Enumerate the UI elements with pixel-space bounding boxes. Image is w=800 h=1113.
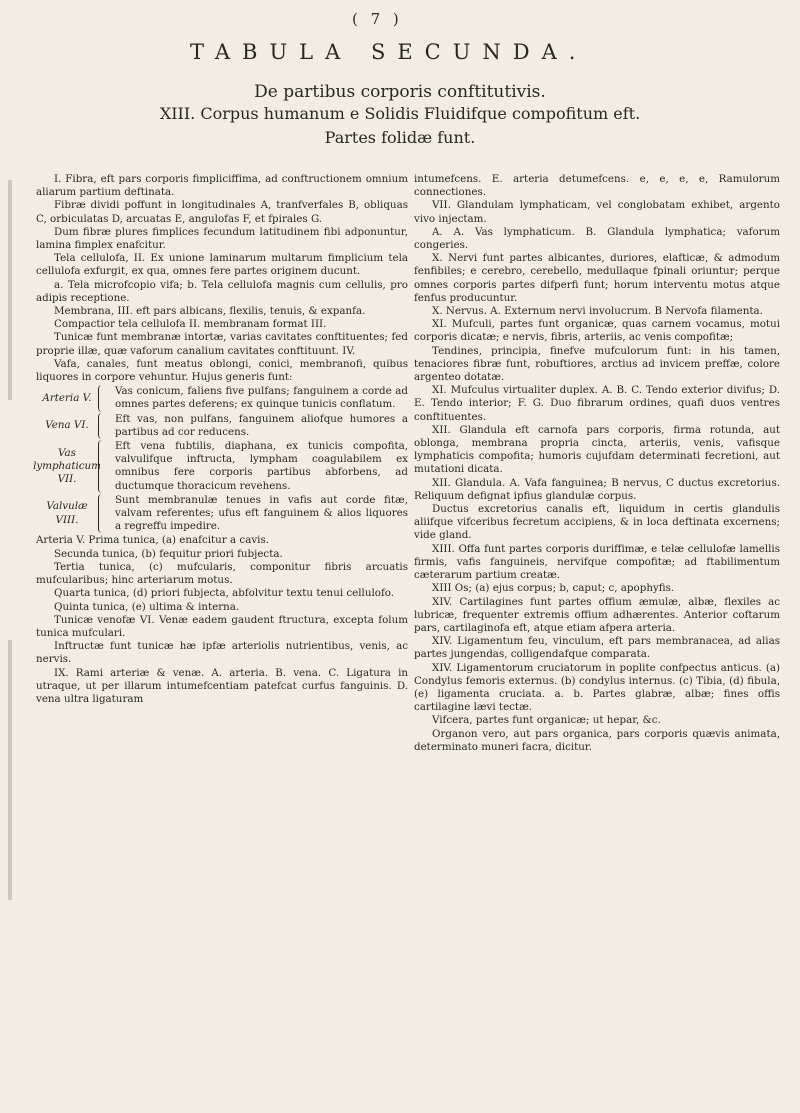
- paragraph: Tunicæ venofæ VI. Venæ eadem gaudent ftructura, excepta folum tunica mufculari.: [36, 613, 408, 639]
- entry-label: Arteria V.: [42, 391, 92, 404]
- paragraph: XIII. Offa funt partes corporis duriffimæ, e telæ cellulofæ lamellis firmis, vafis fanguineis, nervifque compofitæ; ad ftabilimentum cæterarum partium creatæ.: [414, 542, 780, 582]
- paragraph: XI. Mufculi, partes funt organicæ, quas carnem vocamus, motui corporis dicatæ; e nervis, fibris, arteriis, ac venis compofitæ;: [414, 318, 780, 344]
- paragraph: Tendines, principia, finefve mufculorum funt: in his tamen, tenaciores fibræ funt, robuftiores, arctius ad invicem preffæ, colore argenteo dotatæ.: [414, 344, 780, 384]
- entry-label: Vas lymphaticum VII.: [33, 446, 101, 486]
- entry-text: Vas conicum, faliens five pulfans; fanguinem a corde ad omnes partes deferens; ex quinque tunicis conflatum.: [115, 385, 408, 411]
- paragraph: Tela cellulofa, II. Ex unione laminarum multarum fimplicium tela cellulofa exfurgit, ex qua, omnes fere partes originem ducunt.: [36, 252, 408, 278]
- paragraph: VII. Glandulam lymphaticam, vel conglobatam exhibet, argento vivo injectam.: [414, 199, 780, 225]
- paragraph: Membrana, III. eft pars albicans, flexilis, tenuis, & expanfa.: [54, 305, 366, 318]
- paragraph: Dum fibræ plures fimplices fecundum latitudinem fibi adponuntur, lamina fimplex enafcitur.: [36, 225, 408, 252]
- brace: [98, 494, 109, 534]
- paragraph: XII. Glandula. A. Vafa fanguinea; B nervus, C ductus excretorius. Reliquum defignat ipfius glandulæ corpus.: [414, 476, 780, 502]
- page-number: ( 7 ): [352, 10, 403, 28]
- paragraph: XIV. Cartilagines funt partes offium æmulæ, albæ, flexiles ac lubricæ, frequenter extremis offium adhærentes. Anterior coftarum pars, cartilaginofa eft, atque etiam afpera arteria.: [414, 595, 780, 634]
- paragraph: XI. Mufculus virtualiter duplex. A. B. C. Tendo exterior divifus; D. E. Tendo interior; F. G. Duo fibrarum ordines, quafi duos ventres conftituentes.: [414, 384, 780, 423]
- paragraph: Arteria V. Prima tunica, (a) enafcitur a cavis.: [36, 534, 269, 547]
- section-subheading-2: Partes folidæ funt.: [324, 128, 476, 147]
- braced-entry-arteria: [36, 385, 408, 411]
- paragraph: Vafa, canales, funt meatus oblongi, conici, membranofi, quibus liquores in corpore vehuntur. Hujus generis funt:: [36, 357, 408, 384]
- paragraph: intumefcens. E. arteria detumefcens. e, e, e, e, Ramulorum connectiones.: [414, 173, 780, 199]
- paragraph: A. A. Vas lymphaticum. B. Glandula lymphatica; vaforum congeries.: [414, 225, 780, 252]
- page-title: TABULA SECUNDA.: [190, 40, 588, 64]
- paragraph: XIV. Ligamentum feu, vinculum, eft pars membranacea, ad alias partes jungendas, colligendafque comparata.: [414, 635, 780, 661]
- paragraph: Compactior tela cellulofa II. membranam format III.: [54, 318, 327, 331]
- paragraph: Organon vero, aut pars organica, pars corporis quævis animata, determinato muneri facra, dicitur.: [414, 727, 780, 753]
- paragraph: Vifcera, partes funt organicæ; ut hepar, &c.: [432, 714, 661, 727]
- paragraph: a. Tela microfcopio vifa; b. Tela cellulofa magnis cum cellulis, pro adipis receptione.: [36, 278, 408, 304]
- paragraph: IX. Rami arteriæ & venæ. A. arteria. B. vena. C. Ligatura in utraque, ut per illarum intumefcentiam patefcat curfus fanguinis. D. vena ultra ligaturam: [36, 666, 408, 705]
- paragraph: Quarta tunica, (d) priori fubjecta, abfolvitur textu tenui cellulofo.: [54, 587, 395, 600]
- section-heading: De partibus corporis conftitutivis.: [254, 82, 546, 102]
- paragraph: XIV. Ligamentorum cruciatorum in poplite confpectus anticus. (a) Condylus femoris externus. (b) condylus internus. (c) Tibia, (d) fibula, (e) ligamenta cruciata. a. b. Partes glabræ, albæ; fines offis cartilagine lævi tectæ.: [414, 661, 780, 714]
- entry-text: Sunt membranulæ tenues in vafis aut corde fitæ, valvam referentes; ufus eft fanguinem & alios liquores a regreffu impedire.: [115, 493, 408, 533]
- section-subheading: XIII. Corpus humanum e Solidis Fluidifque compofitum eft.: [159, 104, 641, 123]
- brace: [98, 440, 109, 493]
- paragraph: Tunicæ funt membranæ intortæ, varias cavitates conftituentes; fed proprie illæ, quæ vaforum canalium cavitates conftituunt. IV.: [36, 331, 408, 357]
- entry-label: Valvulæ VIII.: [46, 500, 88, 526]
- braced-entry-vena: [36, 413, 408, 439]
- paragraph: Fibræ dividi poffunt in longitudinales A, tranfverfales B, obliquas C, orbiculatas D, arcuatas E, angulofas F, et fpirales G.: [36, 199, 408, 225]
- paragraph: X. Nervi funt partes albicantes, duriores, elafticæ, & admodum fenfibiles; e cerebro, cerebello, medullaque fpinali oriuntur; perque omnes corporis partes difperfi funt; horum interventu motus atque fenfus producuntur.: [414, 252, 780, 304]
- paragraph: X. Nervus. A. Externum nervi involucrum. B Nervofa filamenta.: [432, 305, 763, 318]
- paragraph: Ductus excretorius canalis eft, liquidum in certis glandulis aliifque vifceribus fecretum accipiens, & in loca deftinata excernens; vide gland.: [414, 503, 780, 542]
- paragraph: Quinta tunica, (e) ultima & interna.: [54, 600, 240, 613]
- entry-text: Eft vas, non pulfans, fanguinem aliofque humores a partibus ad cor reducens.: [115, 412, 408, 438]
- paragraph: XIII Os; (a) ejus corpus; b, caput; c, apophyfis.: [432, 582, 675, 595]
- braced-entry-vas-lymphaticum: [33, 440, 408, 493]
- paragraph: I. Fibra, eft pars corporis fimpliciffima, ad conftructionem omnium aliarum partium deftinata.: [36, 173, 408, 199]
- page-stain: [8, 180, 12, 400]
- entry-label: Vena VI.: [45, 419, 89, 432]
- right-column: [414, 173, 780, 754]
- braced-entry-valvulae: [36, 494, 408, 534]
- brace: [98, 413, 109, 439]
- left-column: [33, 173, 408, 706]
- paragraph: XII. Glandula eft carnofa pars corporis, firma rotunda, aut oblonga, membrana propria cincta, arteriis, venis, vafisque lymphaticis compofita; humoris cujufdam determinati fecretioni, aut mutationi dicata.: [414, 423, 780, 476]
- page-stain: [8, 640, 12, 900]
- paragraph: Tertia tunica, (c) mufcularis, componitur fibris arcuatis mufcularibus; hinc arteriarum motus.: [36, 560, 408, 587]
- brace: [98, 385, 109, 411]
- entry-text: Eft vena fubtilis, diaphana, ex tunicis compofita, valvulifque inftructa, lympham coagulabilem ex omnibus fere corporis partibus abforbens, ad ductumque thoracicum revehens.: [115, 440, 408, 492]
- paragraph: Secunda tunica, (b) fequitur priori fubjecta.: [54, 547, 283, 560]
- paragraph: Inftructæ funt tunicæ hæ ipfæ arteriolis nutrientibus, venis, ac nervis.: [36, 640, 408, 666]
